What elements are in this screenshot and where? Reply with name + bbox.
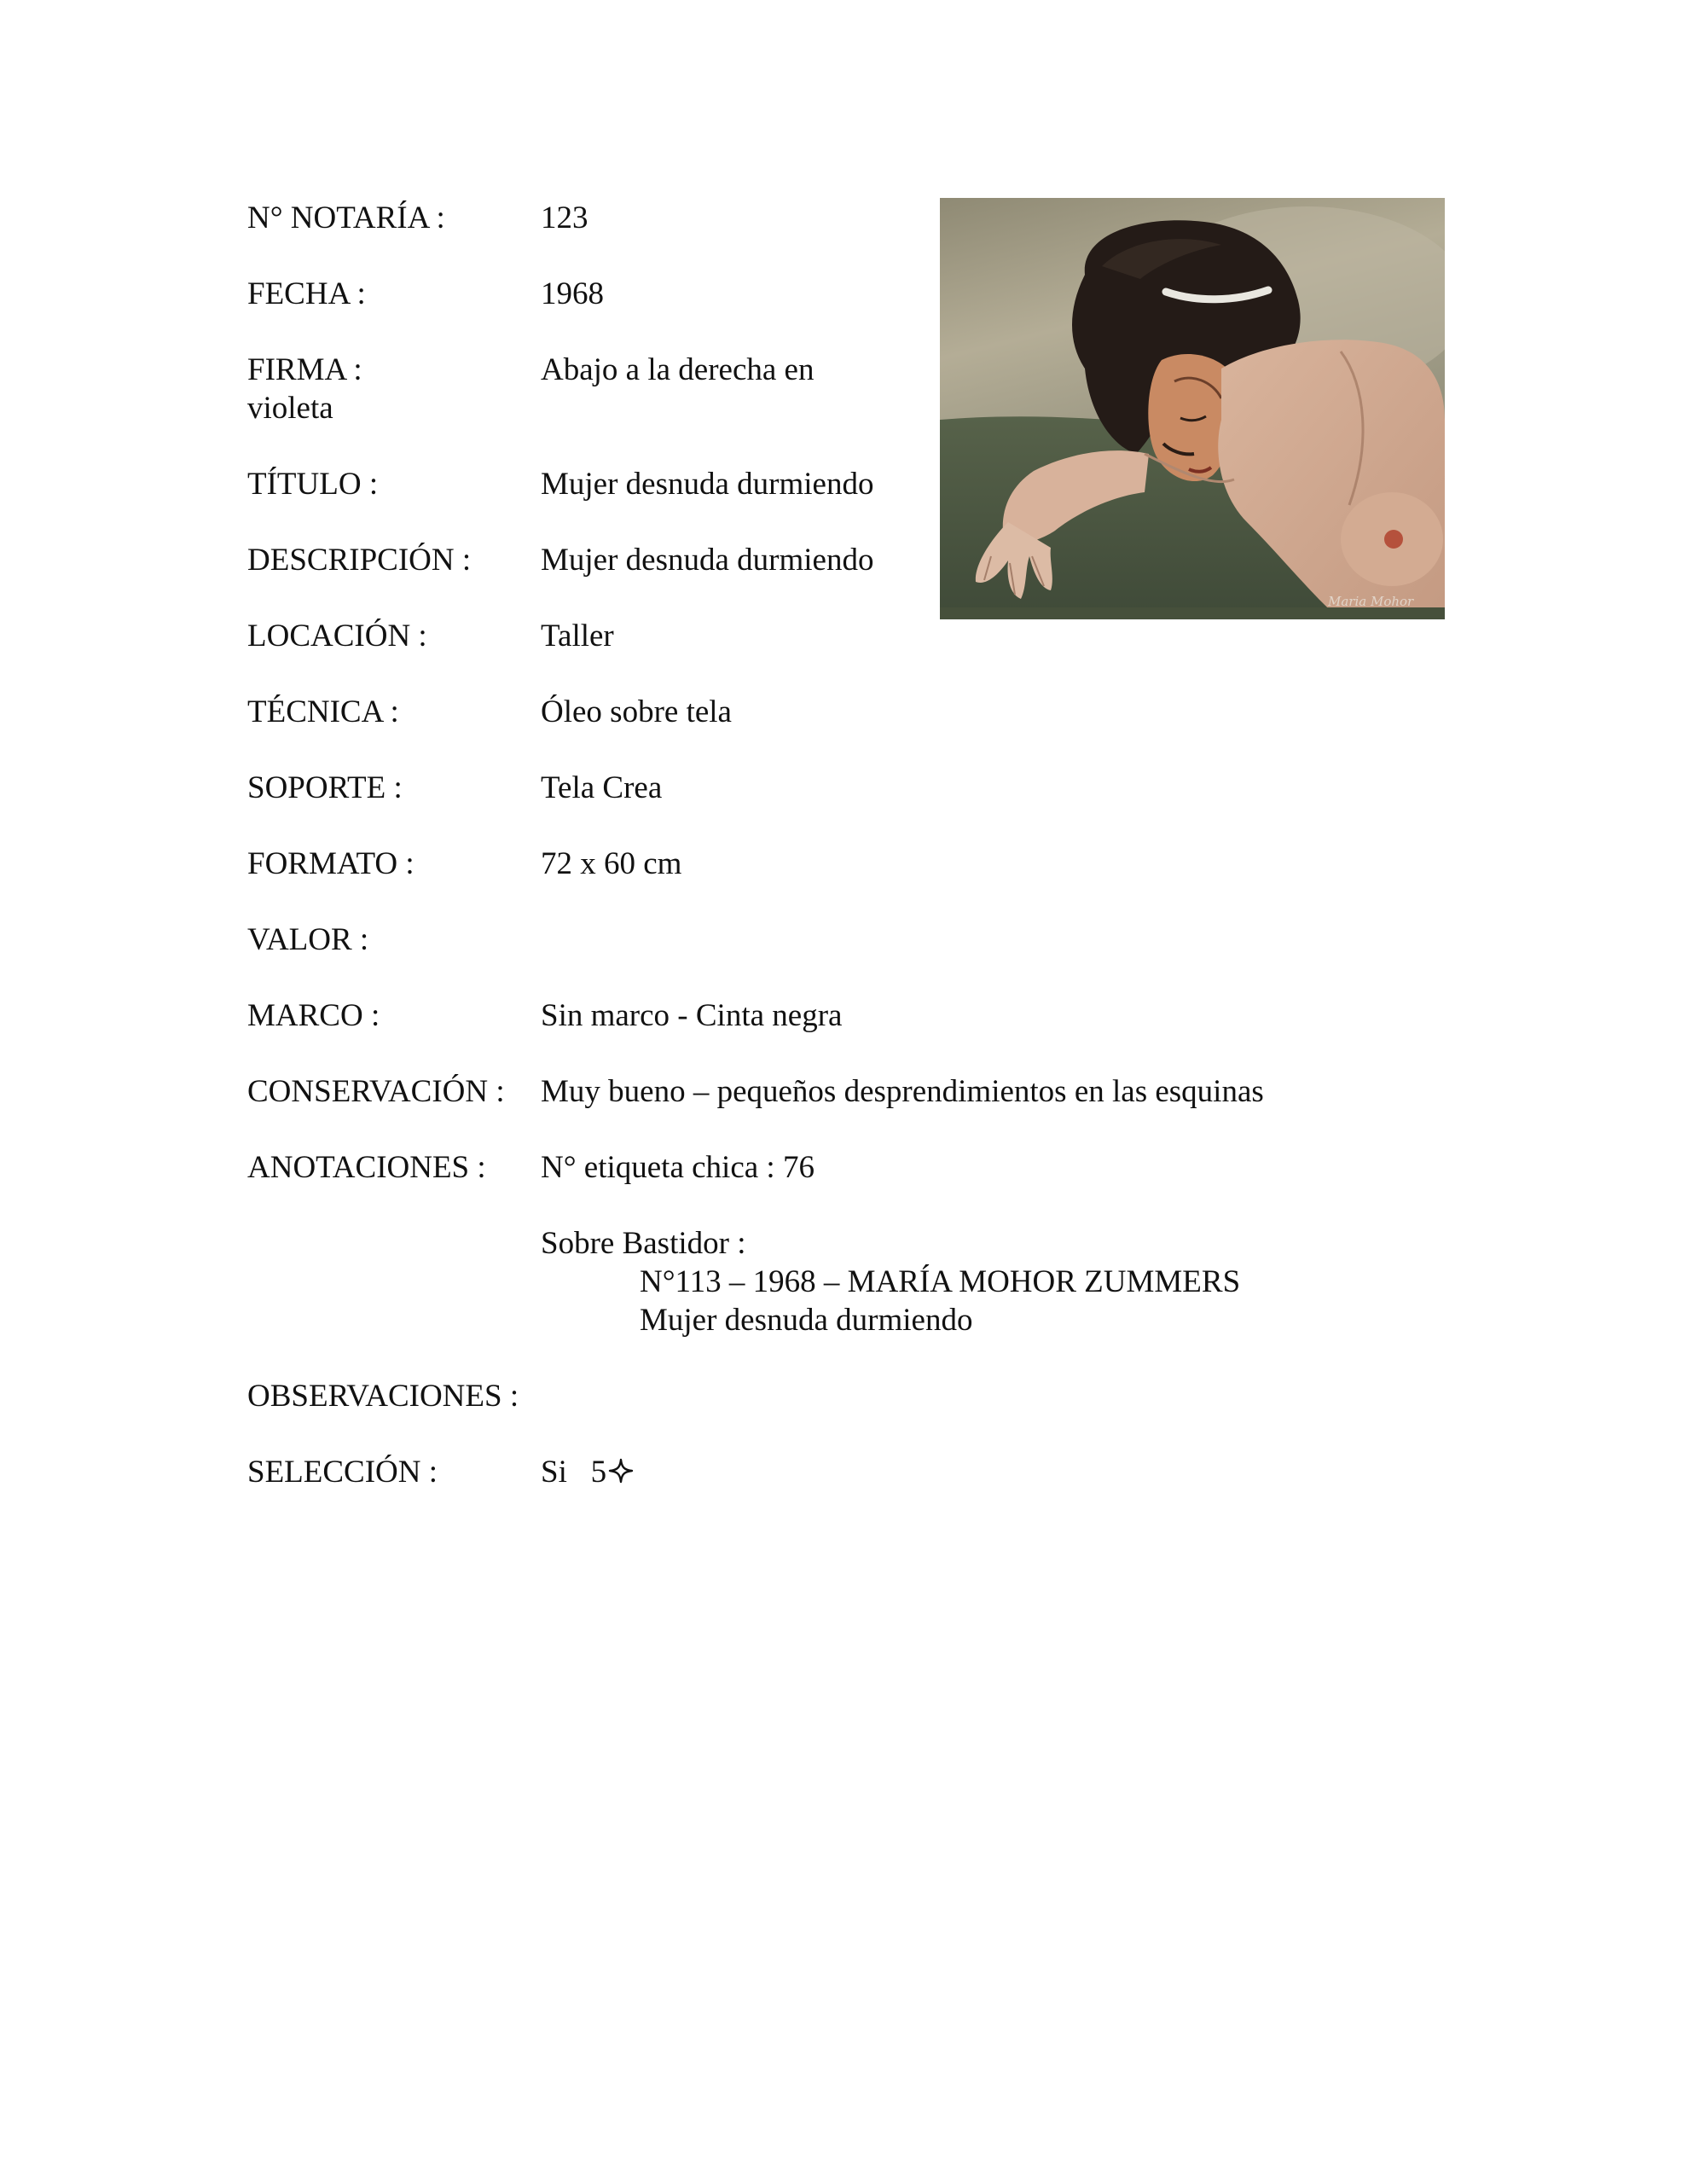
field-value: Tela Crea bbox=[541, 770, 663, 805]
field-label: FECHA : bbox=[247, 276, 366, 311]
field-label: FIRMA : bbox=[247, 352, 362, 387]
field-value: 72 x 60 cm bbox=[541, 846, 682, 881]
field-label: TÍTULO : bbox=[247, 467, 379, 502]
field-label: MARCO : bbox=[247, 998, 380, 1033]
field-label: TÉCNICA : bbox=[247, 694, 399, 729]
field-value: Mujer desnuda durmiendo bbox=[541, 543, 874, 578]
field-label: LOCACIÓN : bbox=[247, 619, 427, 653]
field-value: Muy bueno – pequeños desprendimientos en las esquinas bbox=[541, 1074, 1264, 1109]
painting-image bbox=[940, 198, 1445, 619]
painting-signature: Maria Mohor bbox=[1328, 594, 1414, 609]
bastidor-heading: Sobre Bastidor : bbox=[541, 1226, 746, 1261]
field-value-wrap bbox=[541, 1453, 634, 1491]
field-label: CONSERVACIÓN : bbox=[247, 1074, 505, 1109]
field-value: Sin marco - Cinta negra bbox=[541, 998, 843, 1033]
field-label: N° NOTARÍA : bbox=[247, 200, 445, 235]
field-label: DESCRIPCIÓN : bbox=[247, 543, 472, 578]
field-value: Mujer desnuda durmiendo bbox=[541, 467, 874, 502]
field-value: Si 5 bbox=[541, 1455, 607, 1490]
field-value: Abajo a la derecha en bbox=[541, 352, 815, 387]
field-value-continuation: violeta bbox=[247, 391, 333, 426]
bastidor-line: N°113 – 1968 – MARÍA MOHOR ZUMMERS bbox=[640, 1264, 1241, 1299]
field-label: VALOR : bbox=[247, 922, 369, 957]
field-value: 1968 bbox=[541, 276, 604, 311]
painting-photo bbox=[940, 198, 1445, 619]
field-label: SELECCIÓN : bbox=[247, 1455, 438, 1490]
field-value: N° etiqueta chica : 76 bbox=[541, 1150, 815, 1185]
field-label: SOPORTE : bbox=[247, 770, 403, 805]
field-label: ANOTACIONES : bbox=[247, 1150, 486, 1185]
field-value: 123 bbox=[541, 200, 588, 235]
field-label: OBSERVACIONES : bbox=[247, 1379, 519, 1414]
four-point-star-outline-icon bbox=[608, 1458, 634, 1484]
field-label: FORMATO : bbox=[247, 846, 415, 881]
bastidor-line: Mujer desnuda durmiendo bbox=[640, 1303, 973, 1338]
field-value: Taller bbox=[541, 619, 614, 653]
field-value: Óleo sobre tela bbox=[541, 694, 732, 729]
